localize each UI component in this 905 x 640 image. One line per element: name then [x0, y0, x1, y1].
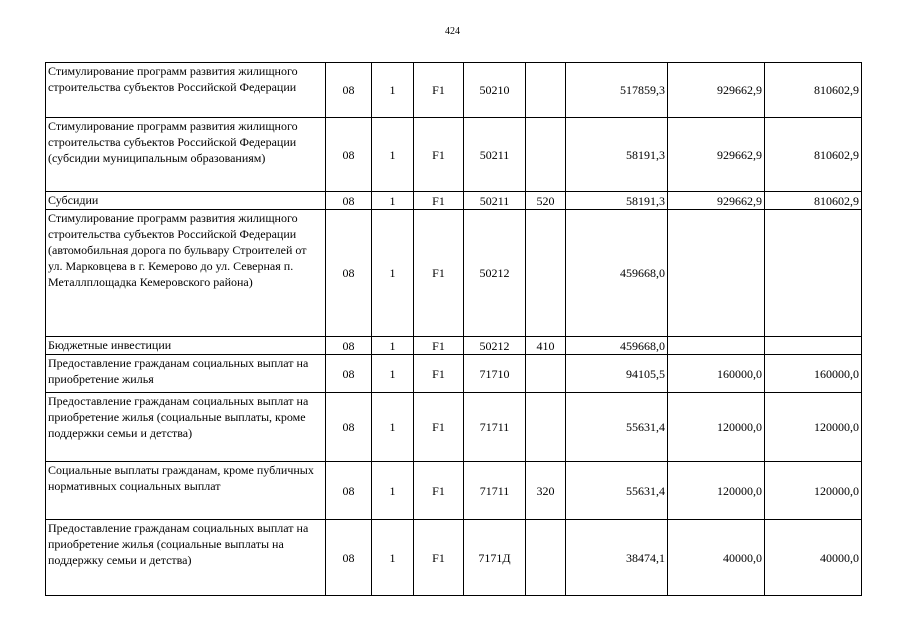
amount-year-2: 40000,0 — [668, 520, 765, 596]
subprogram-code: F1 — [414, 192, 464, 210]
amount-year-2: 120000,0 — [668, 462, 765, 520]
target-code: 50211 — [464, 118, 526, 192]
table-row — [46, 337, 862, 355]
amount-year-2 — [668, 210, 765, 337]
row-name: Стимулирование программ развития жилищного строительства субъектов Российской Федерации (автомобильная дорога по бульвару Строителей от ул. Марковцева в г. Кемерово до ул. Северная п. Металлплощадка Кемеровского района) — [46, 210, 326, 337]
expense-type — [526, 118, 566, 192]
subprogram-code: F1 — [414, 337, 464, 355]
program-code: 1 — [372, 118, 414, 192]
table-row — [46, 520, 862, 596]
amount-year-3: 810602,9 — [765, 63, 862, 118]
row-name: Предоставление гражданам социальных выплат на приобретение жилья (социальные выплаты, кроме поддержки семьи и детства) — [46, 393, 326, 462]
expense-type: 410 — [526, 337, 566, 355]
table-row — [46, 118, 862, 192]
section-code: 08 — [326, 393, 372, 462]
expense-type — [526, 355, 566, 393]
amount-year-2: 929662,9 — [668, 192, 765, 210]
subprogram-code: F1 — [414, 355, 464, 393]
program-code: 1 — [372, 462, 414, 520]
table-row — [46, 355, 862, 393]
amount-year-1: 55631,4 — [566, 462, 668, 520]
expense-type — [526, 520, 566, 596]
expense-type — [526, 210, 566, 337]
amount-year-1: 38474,1 — [566, 520, 668, 596]
amount-year-1: 459668,0 — [566, 337, 668, 355]
table-row — [46, 462, 862, 520]
amount-year-1: 94105,5 — [566, 355, 668, 393]
table-row — [46, 63, 862, 118]
amount-year-2: 929662,9 — [668, 118, 765, 192]
amount-year-2: 160000,0 — [668, 355, 765, 393]
amount-year-3: 120000,0 — [765, 462, 862, 520]
row-name: Предоставление гражданам социальных выплат на приобретение жилья (социальные выплаты на поддержку семьи и детства) — [46, 520, 326, 596]
amount-year-3 — [765, 337, 862, 355]
page-number: 424 — [445, 26, 460, 37]
section-code: 08 — [326, 462, 372, 520]
amount-year-2: 929662,9 — [668, 63, 765, 118]
amount-year-2 — [668, 337, 765, 355]
budget-table — [45, 62, 862, 596]
target-code: 71710 — [464, 355, 526, 393]
target-code: 50212 — [464, 210, 526, 337]
amount-year-3: 160000,0 — [765, 355, 862, 393]
amount-year-3 — [765, 210, 862, 337]
expense-type — [526, 393, 566, 462]
table-row — [46, 192, 862, 210]
section-code: 08 — [326, 192, 372, 210]
expense-type — [526, 63, 566, 118]
amount-year-3: 810602,9 — [765, 118, 862, 192]
target-code: 50210 — [464, 63, 526, 118]
target-code: 71711 — [464, 462, 526, 520]
program-code: 1 — [372, 520, 414, 596]
amount-year-1: 55631,4 — [566, 393, 668, 462]
amount-year-3: 40000,0 — [765, 520, 862, 596]
subprogram-code: F1 — [414, 462, 464, 520]
amount-year-3: 810602,9 — [765, 192, 862, 210]
amount-year-1: 58191,3 — [566, 118, 668, 192]
amount-year-3: 120000,0 — [765, 393, 862, 462]
program-code: 1 — [372, 337, 414, 355]
program-code: 1 — [372, 355, 414, 393]
target-code: 50211 — [464, 192, 526, 210]
table-row — [46, 393, 862, 462]
row-name: Стимулирование программ развития жилищного строительства субъектов Российской Федерации — [46, 63, 326, 118]
amount-year-1: 58191,3 — [566, 192, 668, 210]
program-code: 1 — [372, 192, 414, 210]
row-name: Социальные выплаты гражданам, кроме публичных нормативных социальных выплат — [46, 462, 326, 520]
amount-year-1: 459668,0 — [566, 210, 668, 337]
row-name: Субсидии — [46, 192, 326, 210]
program-code: 1 — [372, 393, 414, 462]
subprogram-code: F1 — [414, 210, 464, 337]
target-code: 7171Д — [464, 520, 526, 596]
target-code: 71711 — [464, 393, 526, 462]
program-code: 1 — [372, 63, 414, 118]
subprogram-code: F1 — [414, 393, 464, 462]
row-name: Предоставление гражданам социальных выплат на приобретение жилья — [46, 355, 326, 393]
amount-year-2: 120000,0 — [668, 393, 765, 462]
section-code: 08 — [326, 355, 372, 393]
table-row — [46, 210, 862, 337]
section-code: 08 — [326, 210, 372, 337]
section-code: 08 — [326, 337, 372, 355]
expense-type: 520 — [526, 192, 566, 210]
subprogram-code: F1 — [414, 118, 464, 192]
section-code: 08 — [326, 63, 372, 118]
program-code: 1 — [372, 210, 414, 337]
row-name: Стимулирование программ развития жилищного строительства субъектов Российской Федерации (субсидии муниципальным образованиям) — [46, 118, 326, 192]
row-name: Бюджетные инвестиции — [46, 337, 326, 355]
expense-type: 320 — [526, 462, 566, 520]
amount-year-1: 517859,3 — [566, 63, 668, 118]
subprogram-code: F1 — [414, 520, 464, 596]
section-code: 08 — [326, 118, 372, 192]
target-code: 50212 — [464, 337, 526, 355]
subprogram-code: F1 — [414, 63, 464, 118]
section-code: 08 — [326, 520, 372, 596]
